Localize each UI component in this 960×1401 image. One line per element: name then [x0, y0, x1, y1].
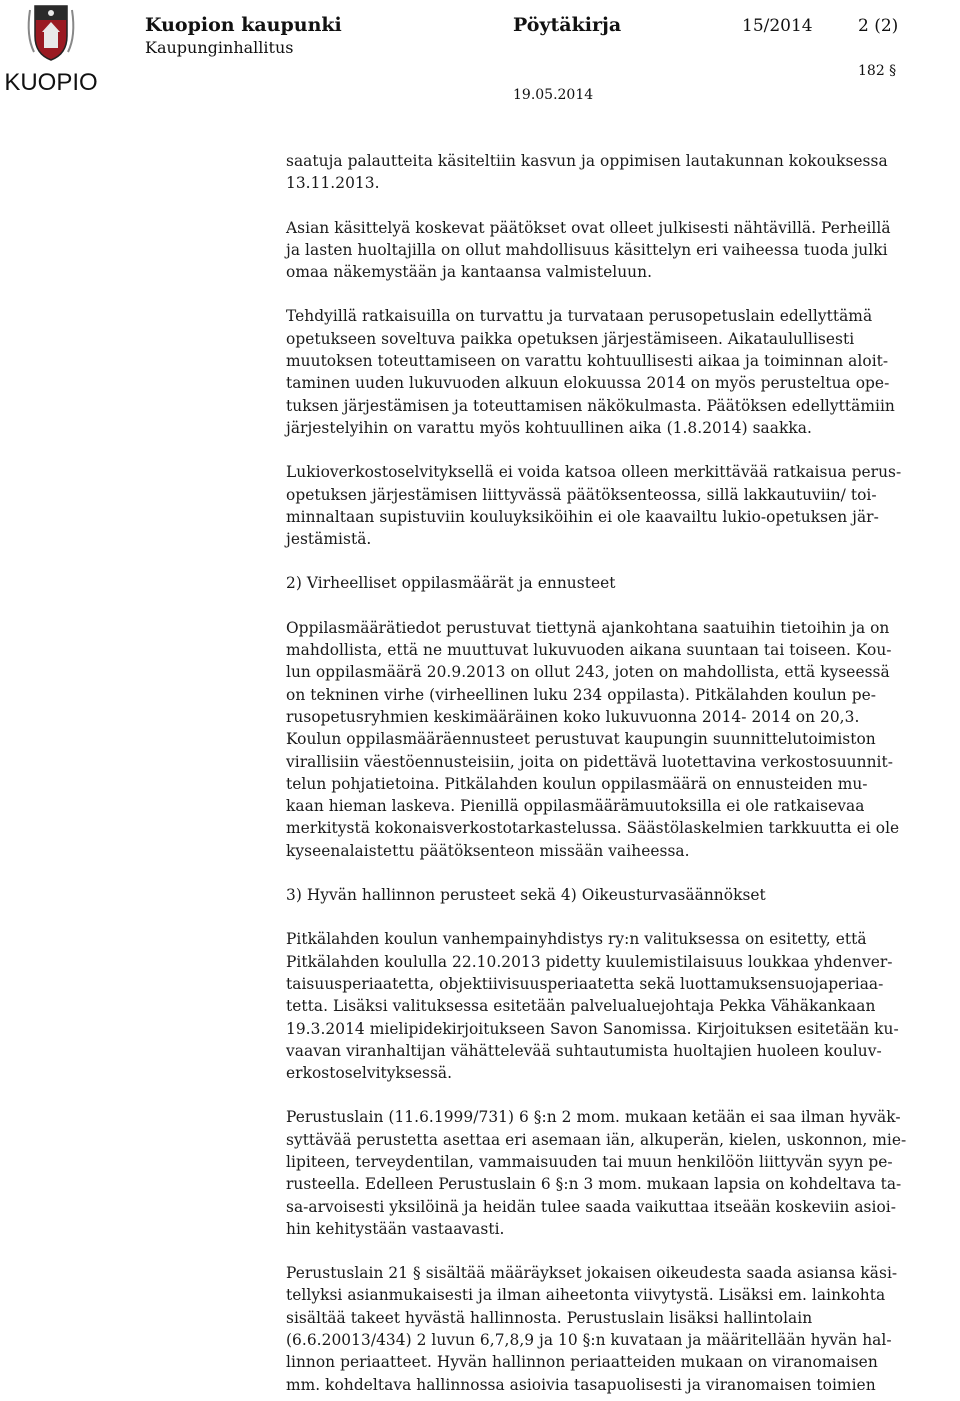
page-indicator: 2 (2) [858, 16, 899, 36]
text-line: tetta. Lisäksi valituksessa esitetään palvelualuejohtaja Pekka Vähäkankaan [286, 997, 876, 1016]
text-line: tuksen järjestämisen ja toteuttamisen näkökulmasta. Päätöksen edellyttämiin [286, 396, 895, 415]
text-line: sisältää takeet hyvästä hallinnosta. Perustuslain lisäksi hallintolain [286, 1308, 813, 1327]
text-line: 13.11.2013. [286, 174, 380, 193]
text-line: (6.6.20013/434) 2 luvun 6,7,8,9 ja 10 §:n kuvataan ja määritellään hyvän hal- [286, 1331, 892, 1350]
paragraph [286, 461, 952, 550]
text-line: järjestelyihin on varattu myös kohtuullinen aika (1.8.2014) saakka. [286, 418, 812, 437]
document-number: 15/2014 [742, 16, 813, 36]
text-line: saatuja palautteita käsiteltiin kasvun ja oppimisen lautakunnan kokouksessa [286, 152, 888, 170]
text-line: jestämistä. [286, 530, 372, 549]
paragraph [286, 217, 952, 284]
paragraph [286, 1262, 952, 1396]
section-heading [286, 572, 952, 594]
text-line: sa-arvoisesti yksilöinä ja heidän tulee saada vaikuttaa itseään koskeviin asioi- [286, 1197, 897, 1216]
text-line: rusteella. Edelleen Perustuslain 6 §:n 3 mom. mukaan lapsia on kohdeltava ta- [286, 1175, 902, 1194]
department-name: Kaupunginhallitus [145, 38, 294, 57]
text-line: ja lasten huoltajilla on ollut mahdollisuus käsittelyn eri vaiheessa tuoda julki [286, 240, 888, 259]
text-line: lipiteen, terveydentilan, vammaisuuden tai muun henkilöön liittyvän syyn pe- [286, 1152, 893, 1171]
text-line: omaa näkemystään ja kantaansa valmisteluun. [286, 263, 653, 282]
text-line: Pitkälahden koululla 22.10.2013 pidetty kuulemistilaisuus loukkaa yhdenver- [286, 952, 893, 971]
text-line: mahdollista, että ne muuttuvat lukuvuoden aikana suuntaan tai toiseen. Kou- [286, 641, 892, 660]
paragraph [286, 928, 952, 1084]
paragraph [286, 617, 952, 862]
paragraph [286, 305, 952, 439]
text-line: taminen uuden lukuvuoden alkuun elokuussa 2014 on myös perusteltua ope- [286, 374, 890, 393]
text-line: Asian käsittelyä koskevat päätökset ovat olleet julkisesti nähtävillä. Perheillä [286, 218, 891, 237]
text-line: Lukioverkostoselvityksellä ei voida katsoa olleen merkittävää ratkaisua perus- [286, 463, 902, 482]
text-line: merkitystä kokonaisverkostotarkastelussa. Säästölaskelmien tarkkuutta ei ole [286, 819, 900, 838]
section-heading [286, 884, 952, 906]
text-line: 19.3.2014 mielipidekirjoitukseen Savon Sanomissa. Kirjoituksen esitetään ku- [286, 1019, 899, 1038]
text-line: rusopetusryhmien keskimääräinen koko lukuvuonna 2014- 2014 on 20,3. [286, 707, 860, 726]
text-line: 2) Virheelliset oppilasmäärät ja ennusteet [286, 574, 616, 593]
paragraph [286, 150, 952, 195]
text-line: minnaltaan supistuviin kouluyksiköihin ei ole kaavailtu lukio-opetuksen jär- [286, 507, 879, 526]
text-line: muutoksen toteuttamiseen on varattu kohtuullisesti aikaa ja toiminnan aloit- [286, 352, 889, 371]
text-line: Tehdyillä ratkaisuilla on turvattu ja turvataan perusopetuslain edellyttämä [286, 307, 873, 326]
meeting-date: 19.05.2014 [513, 87, 594, 103]
text-line: Perustuslain (11.6.1999/731) 6 §:n 2 mom. mukaan ketään ei saa ilman hyväk- [286, 1108, 901, 1127]
text-line: mm. kohdeltava hallinnossa asioivia tasapuolisesti ja viranomaisen toimien [286, 1375, 876, 1394]
text-line: linnon periaatteet. Hyvän hallinnon periaatteiden mukaan on viranomaisen [286, 1353, 878, 1372]
text-line: taisuusperiaatetta, objektiivisuusperiaatetta sekä luottamuksensuojaperiaa- [286, 974, 884, 993]
section-number: 182 § [858, 63, 897, 79]
text-line: syttävää perustetta asettaa eri asemaan iän, alkuperän, kielen, uskonnon, mie- [286, 1130, 907, 1149]
text-line: vaavan viranhaltijan vähättelevää suhtautumista huoltajien huoleen kouluv- [286, 1041, 882, 1060]
text-line: hin kehitystään vastaavasti. [286, 1219, 505, 1238]
kuopio-logo [4, 2, 98, 98]
text-line: opetukseen soveltuva paikka opetuksen järjestämiseen. Aikataulullisesti [286, 329, 855, 348]
text-line: Oppilasmäärätiedot perustuvat tiettynä ajankohtana saatuihin tietoihin ja on [286, 618, 890, 637]
text-line: kaan hieman laskeva. Pienillä oppilasmäärämuutoksilla ei ole ratkaisevaa [286, 797, 865, 816]
document-body [286, 150, 952, 1396]
text-line: Koulun oppilasmääräennusteet perustuvat kaupungin suunnittelutoimiston [286, 730, 876, 749]
text-line: Perustuslain 21 § sisältää määräykset jokaisen oikeudesta saada asiansa käsi- [286, 1264, 898, 1283]
document-type: Pöytäkirja [513, 14, 622, 36]
text-line: opetuksen järjestämisen liittyvässä päätöksenteossa, sillä lakkautuviin/ toi- [286, 485, 877, 504]
text-line: Pitkälahden koulun vanhempainyhdistys ry:n valituksessa on esitetty, että [286, 930, 867, 949]
paragraph [286, 1106, 952, 1240]
text-line: lun oppilasmäärä 20.9.2013 on ollut 243, joten on mahdollista, että kyseessä [286, 663, 890, 682]
organization-name: Kuopion kaupunki [145, 14, 342, 36]
text-line: erkostoselvityksessä. [286, 1064, 453, 1083]
text-line: kyseenalaistettu päätöksenteon missään vaiheessa. [286, 841, 690, 860]
text-line: tellyksi asianmukaisesti ja ilman aiheetonta viivytystä. Lisäksi em. lainkohta [286, 1286, 886, 1305]
logo-text: KUOPIO [4, 69, 98, 96]
text-line: 3) Hyvän hallinnon perusteet sekä 4) Oikeusturvasäännökset [286, 886, 766, 905]
text-line: on tekninen virhe (virheellinen luku 234 oppilasta). Pitkälahden koulun pe- [286, 685, 876, 704]
text-line: virallisiin väestöennusteisiin, joita on pidettävä luotettavina verkostosuunnit- [286, 752, 894, 771]
text-line: telun pohjatietoina. Pitkälahden koulun oppilasmäärä on ennusteiden mu- [286, 774, 868, 793]
